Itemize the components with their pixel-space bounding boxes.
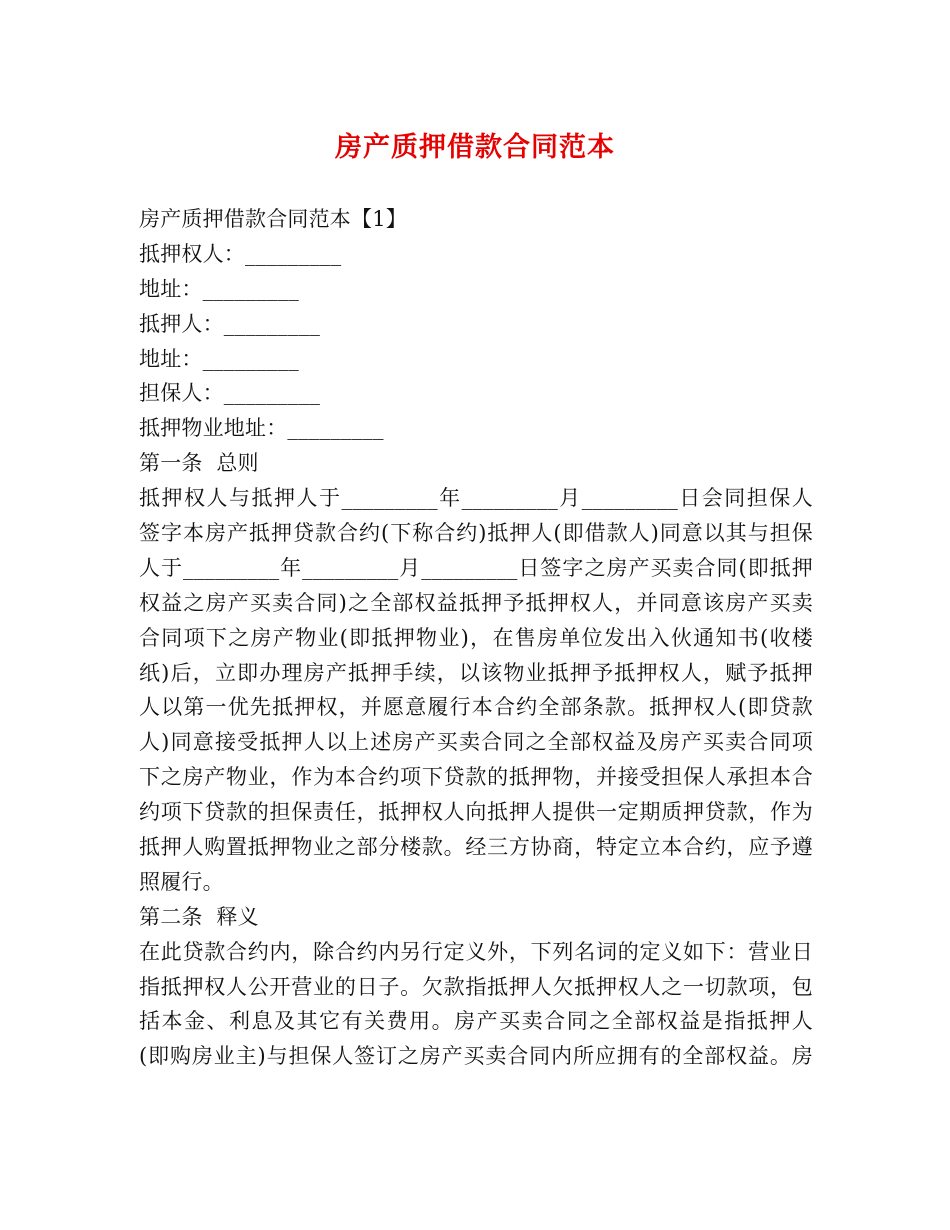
- document-title: 房产质押借款合同范本: [335, 132, 615, 163]
- article-1-heading: 第一条 总则: [139, 451, 259, 476]
- paragraph-line: 指抵押权人公开营业的日子。欠款指抵押人欠抵押权人之一切款项，包: [139, 974, 813, 999]
- paragraph-line: 抵押人购置抵押物业之部分楼款。经三方协商，特定立本合约，应予遵: [139, 835, 813, 860]
- paragraph-line: 签字本房产抵押贷款合约(下称合约)抵押人(即借款人)同意以其与担保: [139, 521, 813, 546]
- document-body: [139, 202, 813, 1074]
- guarantor-field: 担保人：_________: [139, 381, 321, 406]
- mortgagee-field: 抵押权人：_________: [139, 241, 342, 266]
- paragraph-line: 抵押权人与抵押人于_________年_________月_________日会同担保人: [139, 486, 813, 511]
- mortgagor-address-field: 地址：_________: [139, 346, 299, 371]
- paragraph-line: 合同项下之房产物业(即抵押物业)，在售房单位发出入伙通知书(收楼: [139, 625, 813, 650]
- mortgagor-field: 抵押人：_________: [139, 311, 321, 336]
- paragraph-line: 人于_________年_________月_________日签字之房产买卖合同(即抵押: [139, 555, 813, 580]
- property-address-field: 抵押物业地址：_________: [139, 416, 384, 441]
- paragraph-line: 括本金、利息及其它有关费用。房产买卖合同之全部权益是指抵押人: [139, 1009, 813, 1034]
- paragraph-line: 下之房产物业，作为本合约项下贷款的抵押物，并接受担保人承担本合: [139, 765, 813, 790]
- contract-subtitle: 房产质押借款合同范本【1】: [139, 207, 407, 231]
- paragraph-line: 人)同意接受抵押人以上述房产买卖合同之全部权益及房产买卖合同项: [139, 730, 813, 755]
- paragraph-line: 人以第一优先抵押权，并愿意履行本合约全部条款。抵押权人(即贷款: [139, 695, 813, 720]
- paragraph-line: 纸)后，立即办理房产抵押手续，以该物业抵押予抵押权人，赋予抵押: [139, 660, 813, 685]
- paragraph-line: 约项下贷款的担保责任，抵押权人向抵押人提供一定期质押贷款，作为: [139, 800, 813, 825]
- paragraph-line: 在此贷款合约内，除合约内另行定义外，下列名词的定义如下：营业日: [139, 939, 813, 964]
- paragraph-line: 照履行。: [139, 869, 224, 894]
- mortgagee-address-field: 地址：_________: [139, 276, 299, 301]
- article-2-heading: 第二条 释义: [139, 904, 259, 929]
- paragraph-line: (即购房业主)与担保人签订之房产买卖合同内所应拥有的全部权益。房: [139, 1044, 813, 1069]
- paragraph-line: 权益之房产买卖合同)之全部权益抵押予抵押权人，并同意该房产买卖: [139, 590, 813, 615]
